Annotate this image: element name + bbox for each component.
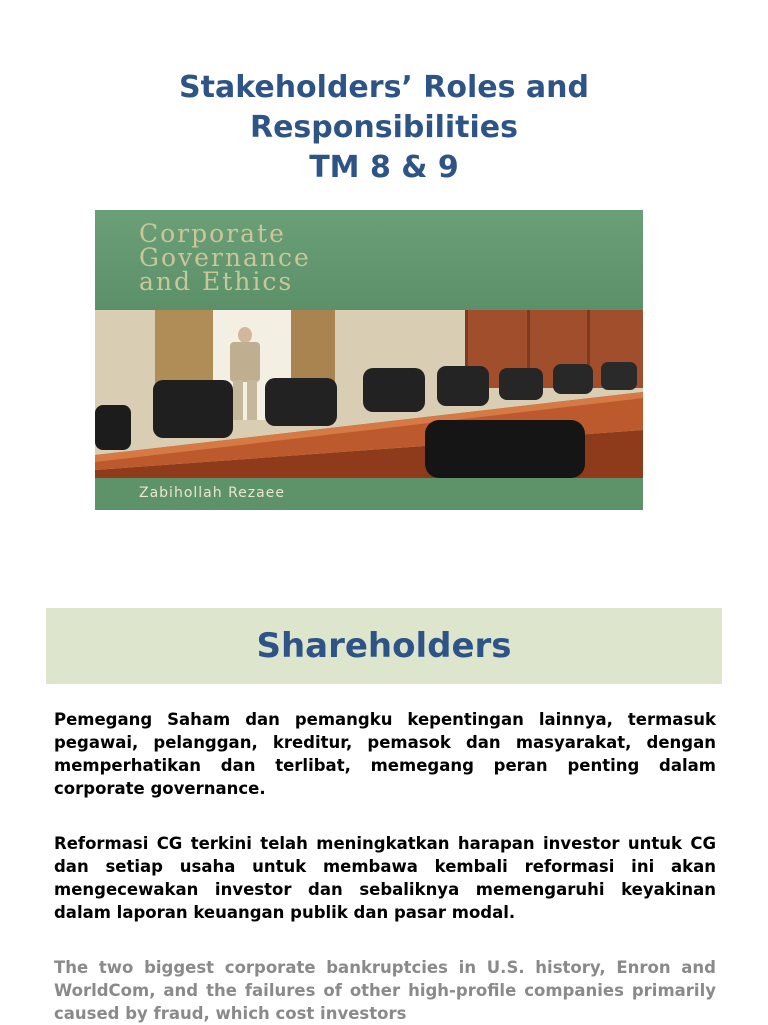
- boardroom-photo: [95, 310, 643, 478]
- paragraph-2: Reformasi CG terkini telah meningkatkan harapan investor untuk CG dan setiap usaha untuk membawa kembali reformasi ini akan mengecewakan investor dan sebaliknya memengaruhi keyakinan dalam laporan keuangan publik dan pasar modal.: [54, 834, 716, 922]
- book-cover-title-line-3: and Ethics: [139, 267, 294, 296]
- section-band: [46, 608, 722, 684]
- book-cover-title: [139, 219, 311, 296]
- book-cover-title-line-1: Corporate: [139, 219, 286, 248]
- section-heading: Shareholders: [256, 626, 512, 666]
- paragraph-1: Pemegang Saham dan pemangku kepentingan lainnya, termasuk pegawai, pelanggan, kreditur, pemasok dan masyarakat, dengan memperhatikan dan terlibat, memegang peran penting dalam corporate governance.: [54, 710, 716, 798]
- slide-title: [0, 68, 768, 188]
- slide-title-line-1: Stakeholders’ Roles and: [179, 70, 589, 105]
- book-cover-image: [95, 210, 643, 510]
- paragraph-3: The two biggest corporate bankruptcies in U.S. history, Enron and WorldCom, and the failures of other high-profile companies primarily caused by fraud, which cost investors: [54, 958, 716, 1023]
- slide-title-line-3: TM 8 & 9: [309, 150, 459, 185]
- slide-title-line-2: Responsibilities: [249, 110, 519, 145]
- book-cover-author: Zabihollah Rezaee: [139, 485, 285, 501]
- book-cover-title-line-2: Governance: [139, 243, 311, 272]
